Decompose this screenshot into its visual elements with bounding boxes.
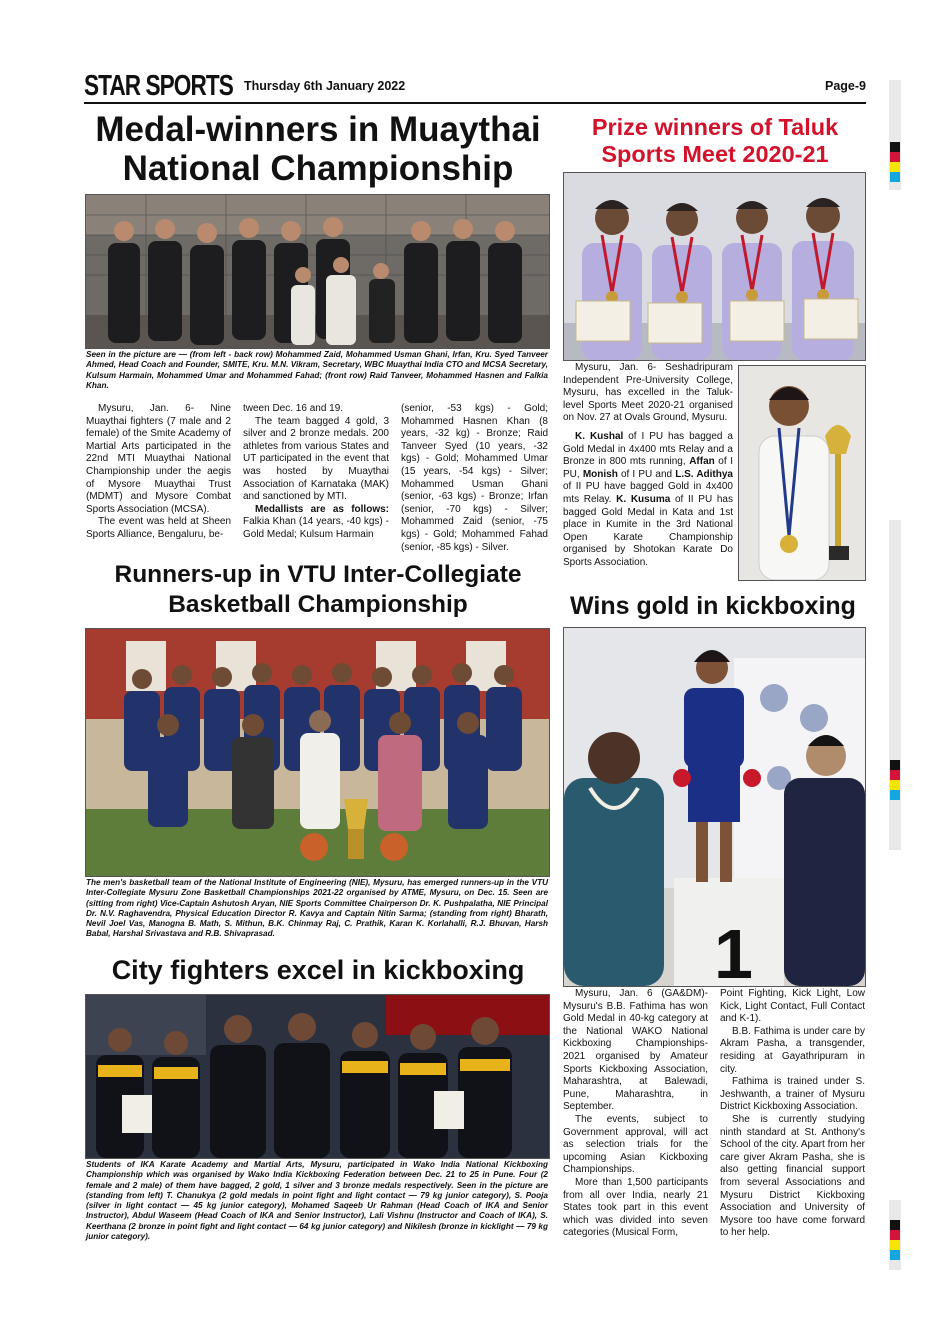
gold-paragraph: B.B. Fathima is under care by Akram Pasha, a transgender, residing at Gayathripuram in city. [720,1025,865,1075]
basketball-team-photo [85,628,550,877]
taluk-text-upper [563,362,733,425]
muaythai-medallists [243,504,389,542]
registration-marks-top [889,80,901,190]
gold-kickboxing-column-1 [563,988,708,1240]
taluk-text: of II PU have bagged Gold in 4x400 mts Relay. [563,481,733,505]
athlete-name: L.S. Adithya [675,468,733,480]
muaythai-column-2 [243,403,389,542]
athlete-name: Affan [689,456,715,468]
taluk-headline-line-1: Prize winners of Taluk [591,114,839,140]
athlete-name: K. Kusuma [616,493,671,505]
muaythai-column-3 [401,403,548,554]
taluk-headline [560,114,870,168]
gold-paragraph: Mysuru, Jan. 6 (GA&DM)- Mysuru's B.B. Fathima has won Gold Medal in 40-kg category at the National WAKO National Kickboxing Championships-2021 organised by Amateur Sports Kickboxing Association, Maharashtra, at Balewadi, Pune, Maharashtra, in September. [563,988,708,1113]
taluk-text: of I PU has bagged a Gold Medal in 4x400 mts Relay and a Bronze in 800 mts running, [563,431,733,468]
gold-paragraph: Point Fighting, Kick Light, Low Kick, Light Contact, Full Contact and K-1). [720,988,865,1025]
taluk-text: of I PU and [617,468,676,480]
muaythai-paragraph: tween Dec. 16 and 19. [243,403,344,414]
taluk-text: of II PU has bagged Gold Medal in Kata and 1st place in Kumite in the 3rd National Open Karate Championship organised by Shotokan Karate Do Sports Association. [563,493,733,568]
muaythai-paragraph: (senior, -53 kgs) - Gold; Mohammed Hasnen Khan (8 years, -32 kg) - Bronze; Raid Tanveer Syed (10 years, -32 kgs) - Gold; Mohammed Umar (15 years, -54 kgs) - Silver; Mohammed Usman Ghani (senior, -63 kgs) - Bronze; Irfan (senior, -70 kgs) - Silver; Mohammed Zaid (senior, -75 kgs) - Gold; Mohammed Fahad (senior, -85 kgs) - Silver. [401,403,548,553]
medallists-label: Medallists are as follows: [255,503,389,515]
muaythai-caption: Seen in the picture are — (from left - back row) Mohammed Zaid, Mohammed Usman Ghani, Irfan, Kru. Syed Tanveer Ahmed, Head Coach and Founder, SMITE, Kru. M.N. Vikram, Secretary, WBC Muaythai India CTO and MCSA Secretary, Kulsum Harmain, Mohammed Umar and Mohammed Fahad; (front row) Raid Tanveer, Mohammed Hasnen and Falkia Khan. [86,350,548,390]
taluk-paragraph-1: Mysuru, Jan. 6- Seshadripuram Independent Pre-University College, Mysuru, has excelled in the Taluk-level Sports Meet 2020-21 organised on Nov. 27 at Ovals Ground, Mysuru. [563,362,733,424]
registration-marks-bottom [889,1200,901,1270]
athlete-name: Monish [582,468,618,480]
medallists-text: Falkia Khan (14 years, -40 kgs) - Gold Medal; Kulsum Harmain [243,516,389,540]
muaythai-headline-line-2: National Championship [122,149,514,189]
issue-date: Thursday 6th January 2022 [244,79,406,93]
taluk-text: of I PU, [563,456,733,480]
taluk-paragraph-2 [563,431,733,570]
muaythai-photo [85,194,550,349]
basketball-headline-line-2: Basketball Championship [168,591,468,618]
basketball-headline [84,560,552,620]
gold-paragraph: She is currently studying ninth standard at St. Anthony's School of the city. Apart from her care giver Akram Pasha, she is also getting financial support from several Associations and Mysuru District Kickboxing Association and University of Mysore too have come forward to her help. [720,1113,865,1239]
city-fighters-caption: Students of IKA Karate Academy and Martial Arts, Mysuru, participated in Wako India National Kickboxing Championship which was organised by Wako India Kickboxing Federation between Dec. 21 to 25 in Pune. Four (2 female and 2 male) of them have bagged, 2 gold, 1 silver and 3 bronze medals respectively. Seen in the picture are (standing from left) T. Chanukya (2 gold medals in point fight and light contact — 79 kg junior category), S. Pooja (silver in light contact — 45 kg junior category), Mohamed Saqeeb Ur Rahman (Head Coach of IKA and Senior Instructor), Abdul Waseem (Head Coach of IKA and Senior Instructor), Lali Vishnu (Instructor and Coach of IKA), S. Keerthana (2 bronze in point fight and light contact — 64 kg junior category) and Nikilesh (bronze in kicklight — 79 kg junior category). [86,1160,548,1242]
gold-paragraph: The events, subject to Government approval, will act as selection trials for the upcoming Asian Kickboxing Championships. [563,1113,708,1176]
muaythai-paragraph: The event was held at Sheen Sports Alliance, Bengaluru, be- [86,516,231,540]
karate-girl-photo [738,365,866,581]
athlete-name: K. Kushal [575,431,624,442]
taluk-group-photo [563,172,866,361]
gold-paragraph: Fathima is trained under S. Jeshwanth, a trainer of Mysuru District Kickboxing Association. [720,1076,865,1113]
muaythai-headline-line-1: Medal-winners in Muaythai [95,110,541,149]
taluk-headline-line-2: Sports Meet 2020-21 [601,141,829,167]
muaythai-headline [84,110,552,188]
muaythai-column-1 [86,403,231,542]
muaythai-paragraph: Mysuru, Jan. 6- Nine Muaythai fighters (7 male and 2 female) of the Smite Academy of Martial Arts participated in the 22nd MTI Muaythai National Championship under the aegis of Mysore Muaythai Trust (MDMT) and Mysore Combat Sports Association (MCSA). [86,403,231,515]
gold-kickboxing-headline: Wins gold in kickboxing [570,592,856,620]
city-fighters-photo [85,994,550,1159]
taluk-text-lower [563,431,733,570]
page-number: Page-9 [825,79,866,93]
gold-paragraph: More than 1,500 participants from all over India, nearly 21 States took part in this event which was divided into seven categories (Musical Form, [563,1176,708,1239]
section-title: STAR SPORTS [84,70,233,102]
basketball-caption: The men's basketball team of the National Institute of Engineering (NIE), Mysuru, has emerged runners-up in the VTU Inter-Collegiate Mysuru Zone Basketball Championships 2021-22 organised by ATME, Mysuru, on Dec. 15. Seen are (sitting from right) Vice-Captain Ashutosh Aryan, NIE Sports Committee Chairperson Dr. K. Pushpalatha, NIE Principal Dr. N.V. Raghavendra, Physical Education Director R. Kavya and Captain Nitin Sarma; (standing from right) Bharath, Nevil Joel Vas, Manogna B. Math, S. Mithun, B.K. Chinmay Raj, C. Prathik, Karan K. Korlahalli, R.J. Bhuvan, Harsh Babal, Harshal Srivastava and R.B. Shivaprasad. [86,878,548,939]
registration-marks-middle [889,520,901,850]
basketball-headline-line-1: Runners-up in VTU Inter-Collegiate [114,561,522,588]
city-fighters-headline: City fighters excel in kickboxing [111,955,525,985]
masthead [84,70,866,104]
podium-number: 1 [714,915,753,986]
gold-kickboxing-column-2 [720,988,865,1240]
fathima-podium-photo [563,627,866,987]
muaythai-paragraph: The team bagged 4 gold, 3 silver and 2 bronze medals. 200 athletes from various States and UT participated in the event that was hosted by Muaythai Association of Karnataka (MAK) and sanctioned by MTI. [243,415,389,503]
